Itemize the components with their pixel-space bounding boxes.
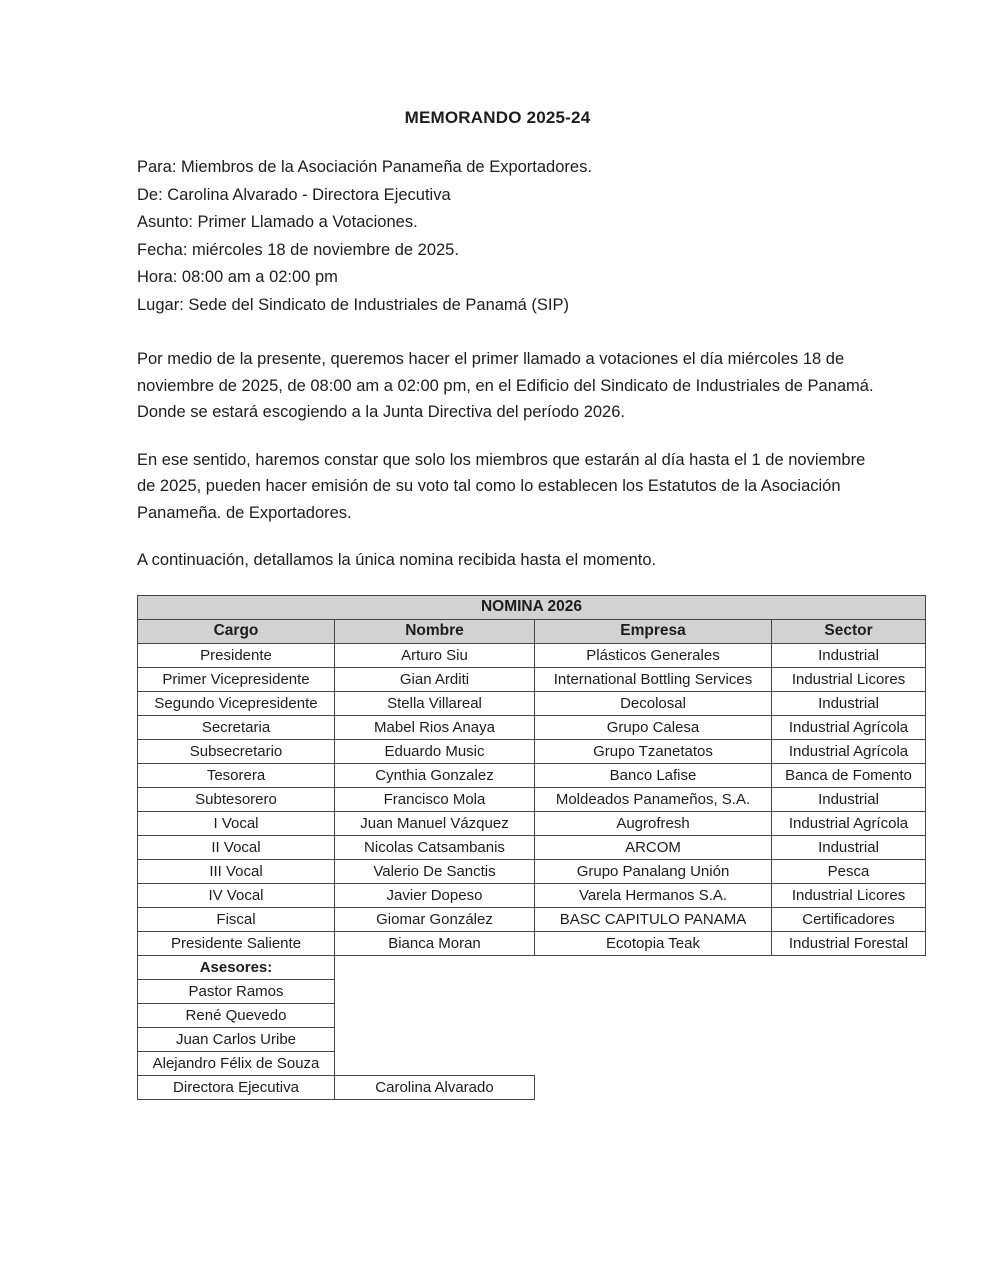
cell-nombre: Javier Dopeso xyxy=(335,883,535,907)
cell-cargo: Presidente Saliente xyxy=(138,931,335,955)
paragraph-intro-table: A continuación, detallamos la única nomina recibida hasta el momento. xyxy=(137,551,657,569)
cell-empresa: Banco Lafise xyxy=(535,763,772,787)
advisor-row xyxy=(138,979,926,1003)
meta-line-de: De: Carolina Alvarado - Directora Ejecutiva xyxy=(137,185,451,204)
column-header-empresa: Empresa xyxy=(535,619,772,643)
cell-sector: Industrial Licores xyxy=(772,883,926,907)
table-row xyxy=(138,931,926,955)
empty-region xyxy=(335,1027,926,1051)
cell-empresa: Grupo Panalang Unión xyxy=(535,859,772,883)
cell-cargo: Subtesorero xyxy=(138,787,335,811)
cell-nombre: Nicolas Catsambanis xyxy=(335,835,535,859)
paragraph-first-call: Por medio de la presente, queremos hacer el primer llamado a votaciones el día miércoles 18 de noviembre de 2025, de 08:00 am a 02:00 pm, en el Edificio del Sindicato de Industriales de Panamá. Donde se estará escogiendo a la Junta Directiva del período 2026. xyxy=(137,350,874,421)
cell-nombre: Eduardo Music xyxy=(335,739,535,763)
column-header-sector: Sector xyxy=(772,619,926,643)
table-row xyxy=(138,835,926,859)
memo-header-block xyxy=(137,154,877,319)
advisor-name: Alejandro Félix de Souza xyxy=(138,1051,335,1075)
column-header-nombre: Nombre xyxy=(335,619,535,643)
cell-empresa: International Bottling Services xyxy=(535,667,772,691)
cell-nombre: Arturo Siu xyxy=(335,643,535,667)
empty-region xyxy=(535,1075,926,1099)
cell-cargo: Subsecretario xyxy=(138,739,335,763)
empty-region xyxy=(335,1051,926,1075)
cell-sector: Pesca xyxy=(772,859,926,883)
advisor-name: Juan Carlos Uribe xyxy=(138,1027,335,1051)
memo-body xyxy=(137,346,875,574)
cell-cargo: Directora Ejecutiva xyxy=(138,1075,335,1099)
table-row xyxy=(138,787,926,811)
advisors-label-row xyxy=(138,955,926,979)
table-row xyxy=(138,907,926,931)
table-header-row xyxy=(138,619,926,643)
table-row xyxy=(138,763,926,787)
cell-empresa: Grupo Tzanetatos xyxy=(535,739,772,763)
cell-empresa: Grupo Calesa xyxy=(535,715,772,739)
cell-empresa: Ecotopia Teak xyxy=(535,931,772,955)
advisor-name: René Quevedo xyxy=(138,1003,335,1027)
advisor-row xyxy=(138,1051,926,1075)
cell-empresa: ARCOM xyxy=(535,835,772,859)
executive-row xyxy=(138,1075,926,1099)
meta-line-asunto: Asunto: Primer Llamado a Votaciones. xyxy=(137,213,418,231)
cell-nombre: Stella Villareal xyxy=(335,691,535,715)
cell-sector: Industrial Agrícola xyxy=(772,811,926,835)
cell-cargo: Segundo Vicepresidente xyxy=(138,691,335,715)
table-row xyxy=(138,667,926,691)
cell-empresa: Augrofresh xyxy=(535,811,772,835)
cell-empresa: Decolosal xyxy=(535,691,772,715)
meta-line-para: Para: Miembros de la Asociación Panameña de Exportadores. xyxy=(137,158,592,176)
cell-cargo: I Vocal xyxy=(138,811,335,835)
nomina-table xyxy=(137,595,926,1100)
advisor-row xyxy=(138,1003,926,1027)
cell-sector: Industrial Forestal xyxy=(772,931,926,955)
cell-sector: Industrial xyxy=(772,835,926,859)
cell-nombre: Valerio De Sanctis xyxy=(335,859,535,883)
memo-title: MEMORANDO 2025-24 xyxy=(404,108,591,127)
cell-sector: Certificadores xyxy=(772,907,926,931)
cell-nombre: Cynthia Gonzalez xyxy=(335,763,535,787)
cell-sector: Banca de Fomento xyxy=(772,763,926,787)
cell-cargo: Tesorera xyxy=(138,763,335,787)
cell-cargo: II Vocal xyxy=(138,835,335,859)
cell-empresa: Moldeados Panameños, S.A. xyxy=(535,787,772,811)
cell-cargo: Secretaria xyxy=(138,715,335,739)
table-row xyxy=(138,643,926,667)
cell-cargo: III Vocal xyxy=(138,859,335,883)
advisor-name: Pastor Ramos xyxy=(138,979,335,1003)
table-title: NOMINA 2026 xyxy=(138,595,926,619)
cell-nombre: Juan Manuel Vázquez xyxy=(335,811,535,835)
cell-sector: Industrial xyxy=(772,643,926,667)
cell-nombre: Mabel Rios Anaya xyxy=(335,715,535,739)
table-row xyxy=(138,715,926,739)
cell-sector: Industrial Agrícola xyxy=(772,715,926,739)
cell-cargo: Presidente xyxy=(138,643,335,667)
cell-nombre: Carolina Alvarado xyxy=(335,1075,535,1099)
cell-empresa: Plásticos Generales xyxy=(535,643,772,667)
cell-sector: Industrial xyxy=(772,787,926,811)
cell-cargo: Primer Vicepresidente xyxy=(138,667,335,691)
column-header-cargo: Cargo xyxy=(138,619,335,643)
cell-empresa: BASC CAPITULO PANAMA xyxy=(535,907,772,931)
cell-empresa: Varela Hermanos S.A. xyxy=(535,883,772,907)
meta-line-lugar: Lugar: Sede del Sindicato de Industriales de Panamá (SIP) xyxy=(137,295,570,314)
cell-nombre: Giomar González xyxy=(335,907,535,931)
cell-cargo: IV Vocal xyxy=(138,883,335,907)
cell-nombre: Francisco Mola xyxy=(335,787,535,811)
cell-sector: Industrial xyxy=(772,691,926,715)
table-title-row xyxy=(138,595,926,619)
empty-region xyxy=(335,979,926,1003)
empty-region xyxy=(335,955,926,979)
cell-nombre: Bianca Moran xyxy=(335,931,535,955)
table-row xyxy=(138,811,926,835)
empty-region xyxy=(335,1003,926,1027)
table-row xyxy=(138,883,926,907)
meta-line-hora: Hora: 08:00 am a 02:00 pm xyxy=(137,268,338,286)
paragraph-eligibility: En ese sentido, haremos constar que solo los miembros que estarán al día hasta el 1 de noviembre de 2025, pueden hacer emisión de su voto tal como lo establecen los Estatutos de la Asociación Panameña. de Exportadores. xyxy=(137,450,866,522)
cell-cargo: Fiscal xyxy=(138,907,335,931)
table-row xyxy=(138,859,926,883)
cell-nombre: Gian Arditi xyxy=(335,667,535,691)
meta-line-fecha: Fecha: miércoles 18 de noviembre de 2025. xyxy=(137,240,459,259)
cell-sector: Industrial Licores xyxy=(772,667,926,691)
advisor-row xyxy=(138,1027,926,1051)
advisors-label: Asesores: xyxy=(138,955,335,979)
table-row xyxy=(138,691,926,715)
table-row xyxy=(138,739,926,763)
cell-sector: Industrial Agrícola xyxy=(772,739,926,763)
